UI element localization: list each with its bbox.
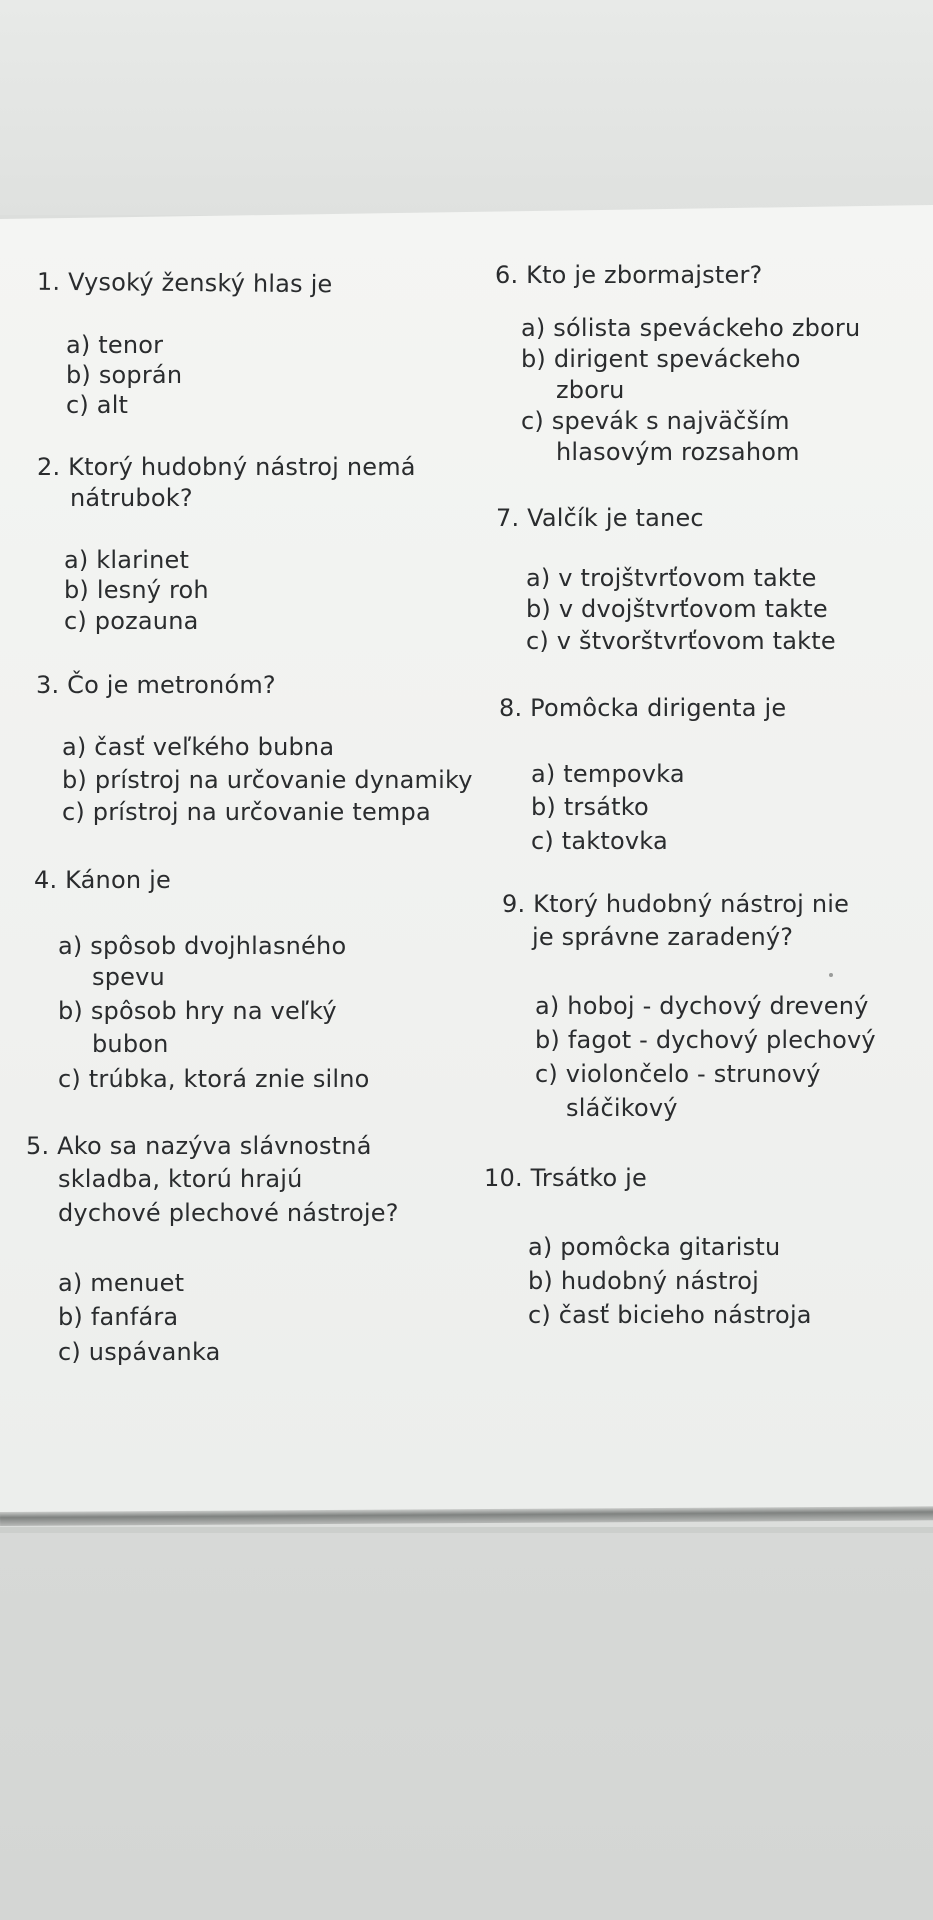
background-top bbox=[0, 0, 933, 215]
option-b-line-1: b) spôsob hry na veľký bbox=[58, 997, 337, 1025]
option-a-line-1: a) spôsob dvojhlasného bbox=[58, 932, 347, 960]
option-a: a) klarinet bbox=[64, 546, 190, 574]
option-c: c) časť bicieho nástroja bbox=[528, 1301, 812, 1329]
option-b: b) lesný roh bbox=[64, 576, 209, 604]
option-a: a) pomôcka gitaristu bbox=[528, 1233, 781, 1261]
option-a: a) v trojštvrťovom takte bbox=[526, 564, 817, 592]
option-b-line-2: zboru bbox=[556, 376, 625, 404]
question-text: 8. Pomôcka dirigenta je bbox=[499, 694, 787, 722]
option-b-line-2: bubon bbox=[92, 1030, 169, 1058]
option-c: c) v štvorštvrťovom takte bbox=[526, 627, 836, 655]
option-c-line-1: c) spevák s najväčším bbox=[521, 407, 790, 435]
background-bottom bbox=[0, 1533, 933, 1920]
question-text: 7. Valčík je tanec bbox=[496, 504, 704, 532]
option-c: c) trúbka, ktorá znie silno bbox=[58, 1065, 370, 1093]
question-text: 4. Kánon je bbox=[34, 866, 171, 894]
option-b: b) trsátko bbox=[531, 793, 649, 821]
option-c-line-1: c) violončelo - strunový bbox=[535, 1060, 821, 1088]
option-b: b) prístroj na určovanie dynamiky bbox=[62, 766, 473, 794]
question-text-line-3: dychové plechové nástroje? bbox=[58, 1199, 399, 1227]
question-text-line-1: 9. Ktorý hudobný nástroj nie bbox=[502, 890, 850, 918]
question-text-line-2: je správne zaradený? bbox=[532, 923, 794, 951]
option-b: b) v dvojštvrťovom takte bbox=[526, 595, 828, 623]
option-a: a) sólista speváckeho zboru bbox=[521, 314, 861, 342]
option-c: c) alt bbox=[66, 391, 129, 419]
question-text-line-2: nátrubok? bbox=[70, 484, 193, 512]
option-b: b) hudobný nástroj bbox=[528, 1267, 759, 1295]
option-c: c) taktovka bbox=[531, 827, 668, 855]
paper-speck bbox=[829, 973, 833, 977]
option-a: a) tenor bbox=[66, 331, 164, 359]
option-b-line-1: b) dirigent speváckeho bbox=[521, 345, 801, 373]
option-a: a) časť veľkého bubna bbox=[62, 733, 335, 761]
question-text: 3. Čo je metronóm? bbox=[36, 671, 276, 699]
option-c: c) prístroj na určovanie tempa bbox=[62, 798, 431, 826]
question-text-line-1: 5. Ako sa nazýva slávnostná bbox=[26, 1132, 372, 1160]
question-text: 10. Trsátko je bbox=[484, 1164, 648, 1192]
option-a-line-2: spevu bbox=[92, 963, 165, 991]
question-text: 6. Kto je zbormajster? bbox=[495, 261, 763, 289]
question-text: 1. Vysoký ženský hlas je bbox=[36, 267, 333, 299]
option-a: a) tempovka bbox=[531, 760, 685, 788]
question-text-line-1: 2. Ktorý hudobný nástroj nemá bbox=[37, 453, 416, 481]
option-c-line-2: sláčikový bbox=[566, 1094, 678, 1122]
option-b: b) fagot - dychový plechový bbox=[535, 1026, 876, 1054]
option-b: b) fanfára bbox=[58, 1303, 179, 1331]
option-a: a) hoboj - dychový drevený bbox=[535, 992, 869, 1020]
question-text-line-2: skladba, ktorú hrajú bbox=[58, 1165, 303, 1193]
option-c-line-2: hlasovým rozsahom bbox=[556, 438, 800, 466]
option-c: c) uspávanka bbox=[58, 1338, 221, 1366]
option-a: a) menuet bbox=[58, 1269, 185, 1297]
option-b: b) soprán bbox=[66, 361, 183, 389]
option-c: c) pozauna bbox=[64, 607, 199, 635]
